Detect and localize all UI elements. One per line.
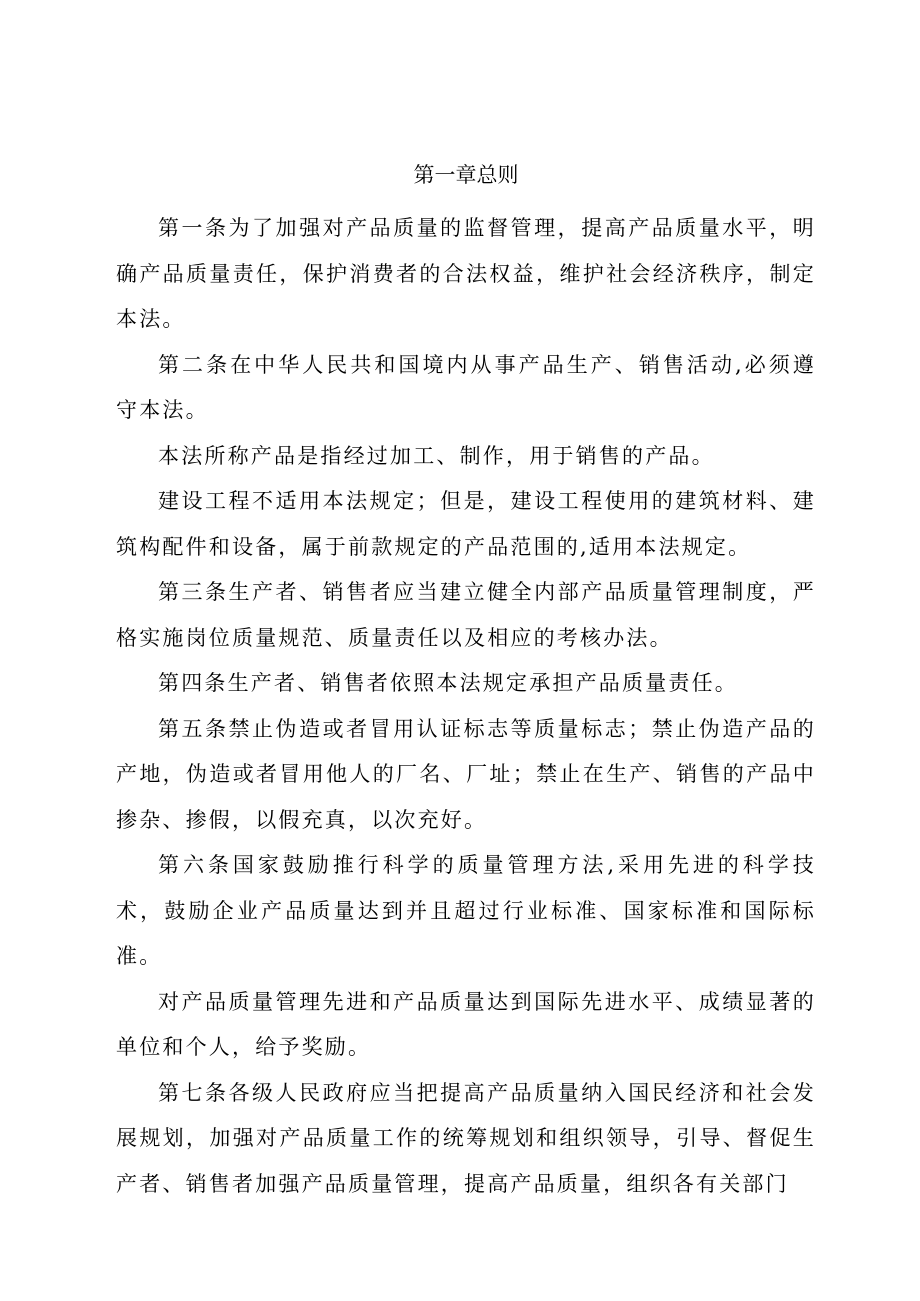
paragraph-article-6: 第六条国家鼓励推行科学的质量管理方法,采用先进的科学技术，鼓励企业产品质量达到并且超过行业标准、国家标准和国际标准。: [116, 853, 816, 968]
body-text: [116, 206, 816, 1207]
paragraph-article-4: 第四条生产者、销售者依照本法规定承担产品质量责任。: [158, 671, 738, 695]
paragraph-article-2: 第二条在中华人民共和国境内从事产品生产、销售活动,必须遵守本法。: [116, 352, 816, 422]
paragraph-article-3: 第三条生产者、销售者应当建立健全内部产品质量管理制度，严格实施岗位质量规范、质量责任以及相应的考核办法。: [116, 580, 816, 650]
paragraph-product-definition: 本法所称产品是指经过加工、制作，用于销售的产品。: [158, 443, 715, 468]
paragraph-awards: 对产品质量管理先进和产品质量达到国际先进水平、成绩显著的单位和个人，给予奖励。: [116, 989, 816, 1059]
paragraph-construction-exclusion: 建设工程不适用本法规定；但是，建设工程使用的建筑材料、建筑构配件和设备，属于前款规定的产品范围的,适用本法规定。: [116, 489, 816, 559]
document-page: [116, 0, 816, 1301]
paragraph-article-7: 第七条各级人民政府应当把提高产品质量纳入国民经济和社会发展规划，加强对产品质量工作的统筹规划和组织领导，引导、督促生产者、销售者加强产品质量管理，提高产品质量，组织各有关部门: [116, 1080, 816, 1196]
chapter-title: 第一章总则: [413, 163, 519, 187]
paragraph-article-5: 第五条禁止伪造或者冒用认证标志等质量标志；禁止伪造产品的产地，伪造或者冒用他人的厂名、厂址；禁止在生产、销售的产品中掺杂、掺假，以假充真，以次充好。: [116, 716, 816, 832]
paragraph-article-1: 第一条为了加强对产品质量的监督管理，提高产品质量水平，明确产品质量责任，保护消费者的合法权益，维护社会经济秩序，制定本法。: [116, 216, 816, 331]
